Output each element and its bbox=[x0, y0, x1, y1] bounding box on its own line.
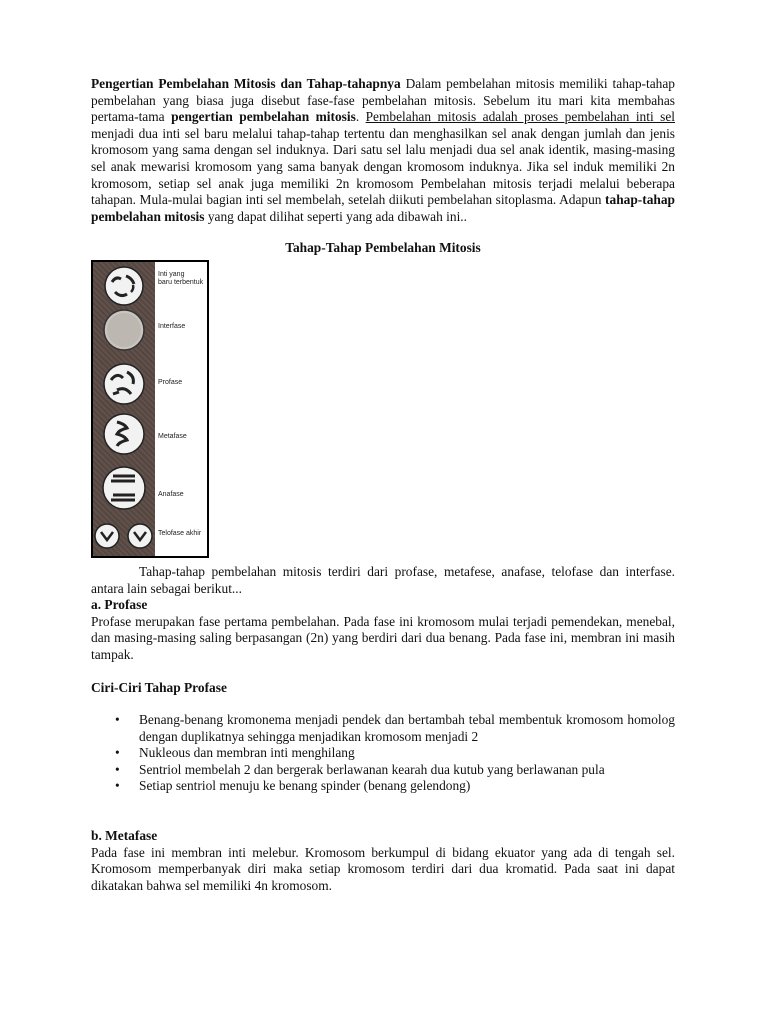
intro-text-2: . bbox=[355, 109, 366, 125]
figure-label: Profase bbox=[158, 378, 183, 386]
intro-title: Pengertian Pembelahan Mitosis dan Tahap-tahapnya bbox=[91, 76, 401, 91]
figure-label: Metafase bbox=[158, 432, 187, 440]
cell-interfase bbox=[104, 310, 144, 350]
list-item: • Setiap sentriol menuju ke benang spinder (benang gelendong) bbox=[139, 778, 675, 795]
figure-label: Inti yang bbox=[158, 270, 185, 278]
list-item: • Benang-benang kromonema menjadi pendek dan bertambah tebal membentuk kromosom homolog dengan duplikatnya sehingga menjadikan kromosom menjadi 2 bbox=[139, 712, 675, 745]
figure-label: Interfase bbox=[158, 322, 186, 330]
intro-text-3: menjadi dua inti sel baru melalui tahap-tahap tertentu dan menghasilkan sel anak dengan jumlah dan jenis kromosom yang sama dengan sel induknya. Dari satu sel lalu menjadi dua sel anak identik, masing-masing sel anak mewarisi kromosom yang sama banyak dengan kromosom induknya. Jika sel induk memiliki 2n kromosom, setiap sel anak juga memiliki 2n kromosom Pembelahan mitosis terjadi melalui beberapa tahapan. Mula-mulai bagian inti sel membelah, setelah diikuti pembelahan sitoplasma. Adapun bbox=[91, 125, 675, 208]
figure-title: Tahap-Tahap Pembelahan Mitosis bbox=[285, 240, 481, 256]
metafase-paragraph: Pada fase ini membran inti melebur. Kromosom berkumpul di bidang ekuator yang ada di tengah sel. Kromosom memperbanyak diri maka setiap kromosom terdiri dari dua kromatid. Pada saat ini dapat dikatakan bahwa sel memiliki 4n kromosom. bbox=[91, 844, 675, 893]
profase-paragraph: Profase merupakan fase pertama pembelahan. Pada fase ini kromosom mulai terjadi pemendekan, menebal, dan masing-masing saling berpasangan (2n) yang berdiri dari dua benang. Pada fase ini, membran ini masih tampak. bbox=[91, 613, 675, 662]
intro-bold-1: pengertian pembelahan mitosis bbox=[171, 109, 356, 125]
metafase-heading: b. Metafase bbox=[91, 828, 158, 844]
mitosis-figure bbox=[91, 260, 209, 558]
figure-labels bbox=[155, 262, 207, 556]
intro-underlined: Pembelahan mitosis adalah proses pembelahan inti sel bbox=[365, 109, 675, 125]
figure-label: Telofase akhir bbox=[158, 529, 202, 537]
figure-label: Anafase bbox=[158, 490, 184, 498]
ciri-heading: Ciri-Ciri Tahap Profase bbox=[91, 679, 227, 695]
document-page bbox=[91, 76, 675, 894]
mitosis-cells-image bbox=[93, 262, 155, 556]
list-item: • Sentriol membelah 2 dan bergerak berlawanan kearah dua kutub yang berlawanan pula bbox=[139, 762, 675, 779]
cell-profase bbox=[104, 364, 144, 404]
profase-heading: a. Profase bbox=[91, 597, 148, 613]
ciri-list bbox=[91, 712, 675, 795]
cell-anafase bbox=[103, 467, 145, 509]
cell-metafase bbox=[104, 414, 144, 454]
mitosis-cells-drawing bbox=[93, 262, 155, 556]
intro-text-4: yang dapat dilihat seperti yang ada dibawah ini.. bbox=[204, 208, 467, 224]
cell-new-nucleus bbox=[105, 267, 143, 305]
intro-text-1: Dalam pembelahan mitosis memiliki tahap-tahap pembelahan yang biasa juga disebut fase-fase pembelahan mitosis. Sebelum itu mari kita membahas pertama-tama bbox=[91, 76, 675, 125]
cell-telofase bbox=[95, 524, 152, 548]
intro-bold-2: tahap-tahap pembelahan mitosis bbox=[91, 192, 675, 224]
intro-paragraph bbox=[91, 76, 675, 225]
list-item: • Nukleous dan membran inti menghilang bbox=[139, 745, 675, 762]
after-figure-paragraph: Tahap-tahap pembelahan mitosis terdiri dari profase, metafese, anafase, telofase dan interfase. antara lain sebagai berikut... bbox=[91, 563, 675, 596]
figure-label: baru terbentuk bbox=[158, 278, 204, 286]
